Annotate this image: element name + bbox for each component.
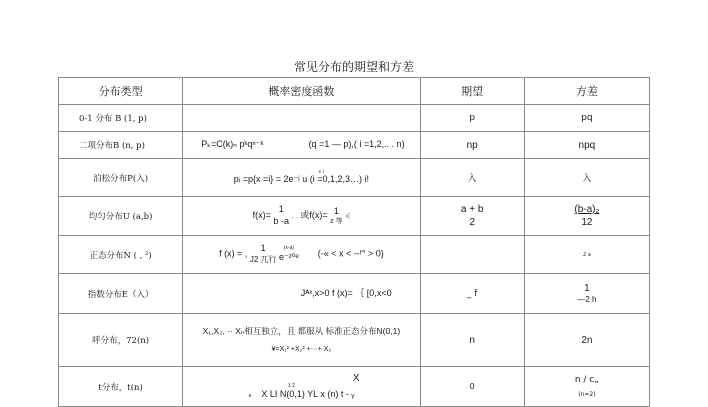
pdf-denominator: J2 兀行 [249, 255, 277, 265]
row-mean: 0 [420, 367, 524, 407]
pdf-part: 可 [345, 214, 351, 221]
pdf-exp-sup: (x-a) [283, 245, 295, 252]
header-pdf: 概率密度函数 [183, 78, 420, 105]
pdf-exp: e⁻²⁰ᵉ [279, 251, 299, 262]
row-name: 正态分布N ( , ²) [59, 236, 183, 274]
mean-numerator: a + b [460, 204, 484, 215]
row-pdf [183, 105, 420, 132]
row-name: 泊松分布P(入) [59, 159, 183, 197]
row-pdf [183, 236, 420, 274]
pdf-part: pᵢ =p{x =i} = 2e⁻ʲ [233, 174, 300, 185]
row-mean: n [420, 314, 524, 367]
table-row [59, 132, 650, 159]
row-name: 均匀分布U (a,b) [59, 197, 183, 236]
distribution-table [58, 77, 650, 407]
var-part: (n=2) [578, 391, 596, 398]
pdf-part: X [352, 372, 360, 384]
pdf-sup: ε i [319, 169, 324, 176]
pdf-sup: 1 2 [287, 383, 295, 390]
pdf-part: X LI N(0,1) YL x (n) t - ᵧ [261, 388, 355, 399]
row-variance [524, 197, 649, 236]
row-name: 指数分布E（入） [59, 274, 183, 314]
row-variance [524, 367, 649, 407]
row-pdf [183, 159, 420, 197]
row-name: 0-1 分布 B (1, p) [59, 105, 183, 132]
header-distribution-type: 分布类型 [59, 78, 183, 105]
table-row [59, 236, 650, 274]
pdf-part: u (i =0,1,2,3…) i! [302, 174, 369, 185]
mean-denominator: 2 [469, 217, 475, 228]
table-row [59, 314, 650, 367]
var-denominator: 12 [581, 217, 593, 228]
row-pdf [183, 132, 420, 159]
header-row [59, 78, 650, 105]
pdf-part: ¥=X₁² +X₂² +···+ X₂ [271, 345, 332, 353]
pdf-part: 或f(x)= [300, 210, 328, 221]
pdf-denominator: z 等 [330, 218, 343, 226]
row-mean [420, 236, 524, 274]
pdf-numerator: 1 [260, 243, 266, 254]
var-denominator: —2 h [577, 294, 597, 304]
row-variance: 入 [524, 159, 649, 197]
row-variance [524, 274, 649, 314]
row-mean: np [420, 132, 524, 159]
row-mean: p [420, 105, 524, 132]
pdf-denominator: b -a [273, 216, 289, 226]
table-row [59, 274, 650, 314]
row-mean: _ f [420, 274, 524, 314]
row-name: t分布，t(n) [59, 367, 183, 407]
row-variance: pq [524, 105, 649, 132]
var-numerator: 1 [584, 282, 590, 294]
pdf-numerator: 1 [333, 205, 339, 216]
page-title: 常见分布的期望和方差 [293, 60, 414, 74]
table-row [59, 159, 650, 197]
var-numerator: (b-a)₂ [574, 204, 600, 215]
row-name: 二项分布B (n, p) [59, 132, 183, 159]
row-pdf [183, 197, 420, 236]
row-mean [420, 197, 524, 236]
row-pdf [183, 314, 420, 367]
row-variance: 2 a [524, 236, 649, 274]
row-mean: 入 [420, 159, 524, 197]
header-mean: 期望 [420, 78, 524, 105]
pdf-part: f (x) = , [219, 248, 248, 259]
row-variance: 2n [524, 314, 649, 367]
pdf-part: (q =1 — p),( i =1,2,.. . n) [308, 139, 405, 150]
row-variance: npq [524, 132, 649, 159]
table-row [59, 367, 650, 407]
table-row [59, 105, 650, 132]
pdf-part: Pₖ=C(k)ₙ pᵏqⁿ⁻ᵏ [201, 139, 264, 150]
pdf-part: f(x)= [252, 210, 271, 221]
row-name: 呼分布，72(n) [59, 314, 183, 367]
row-pdf [183, 367, 420, 407]
pdf-note: 、, [291, 214, 298, 221]
table-row [59, 197, 650, 236]
pdf-numerator: 1 [278, 204, 284, 215]
header-variance: 方差 [524, 78, 649, 105]
pdf-part: (-« < x < --ᶠ° > 0) [317, 248, 384, 259]
pdf-part: X₁,X₂, ·· Xₙ相互独立，且 都服从 标准正态分布N(0,1) [202, 325, 401, 336]
pdf-mark: a [248, 392, 252, 399]
var-part: n / c„ [574, 375, 599, 385]
row-pdf: Jᴬˣ,x>0 f (x)= ｛ [0,x<0 [183, 274, 420, 314]
